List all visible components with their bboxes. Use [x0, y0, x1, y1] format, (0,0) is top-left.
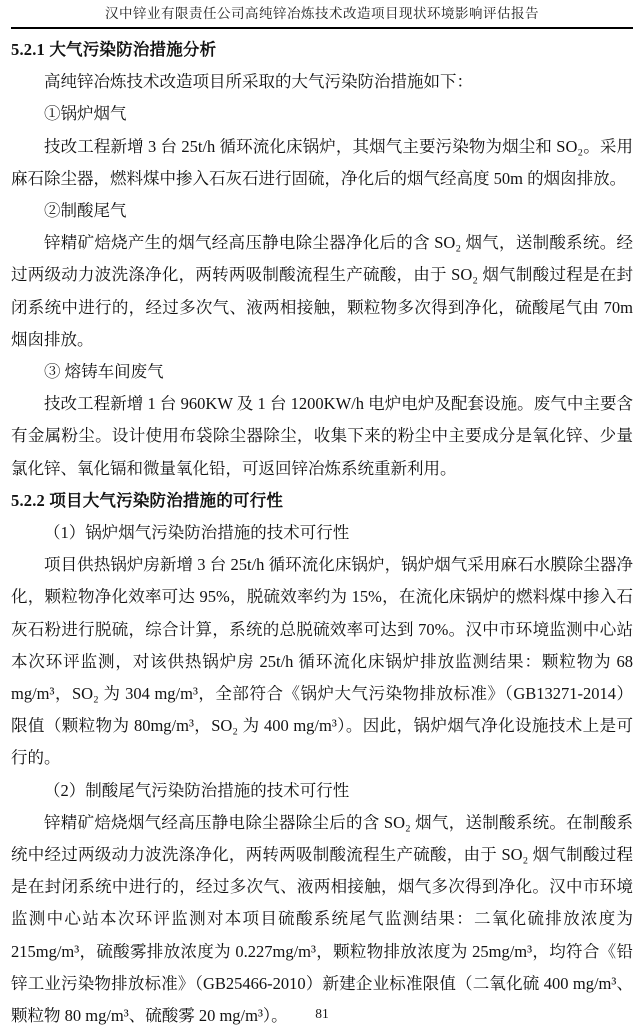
paragraph-acid-tail-gas: 锌精矿焙烧产生的烟气经高压静电除尘器净化后的含 SO₂ 烟气，送制酸系统。经过两级动力波洗涤净化，两转两吸制酸流程生产硫酸，由于 SO₂ 烟气制酸过程是在封闭系统中进行的，经过多次气、液两相接触，颗粒物多次得到净化，硫酸尾气由 70m 烟囱排放。 — [11, 233, 633, 349]
page-number: 81 — [315, 1006, 329, 1021]
document-body — [11, 29, 633, 1032]
section-heading-5-2-2: 5.2.2 项目大气污染防治措施的可行性 — [11, 490, 284, 510]
page-header — [11, 0, 633, 29]
paragraph-item-2-title: ②制酸尾气 — [44, 201, 127, 221]
paragraph-sub-1-title: （1）锅炉烟气污染防治措施的技术可行性 — [44, 523, 350, 543]
paragraph-boiler-feasibility: 项目供热锅炉房新增 3 台 25t/h 循环流化床锅炉，锅炉烟气采用麻石水膜除尘器净化，颗粒物净化效率可达 95%，脱硫效率约为 15%，在流化床锅炉的燃料煤中掺入石灰石粉进行脱硫，综合计算，系统的总脱硫效率可达到 70%。汉中市环境监测中心站本次环评监测，对该供热锅炉房 25t/h 循环流化床锅炉排放监测结果：颗粒物为 68 mg/m³，SO₂ 为 304 mg/m³，全部符合《锅炉大气污染物排放标准》（GB13271-2014）限值（颗粒物为 80mg/m³，SO₂ 为 400 mg/m³）。因此，锅炉烟气净化设施技术上是可行的。 — [11, 555, 633, 768]
paragraph-casting-waste-gas: 技改工程新增 1 台 960KW 及 1 台 1200KW/h 电炉电炉及配套设施。废气中主要含有金属粉尘。设计使用布袋除尘器除尘，收集下来的粉尘中主要成分是氧化锌、少量氯化锌、氧化镉和微量氧化铅，可返回锌冶炼系统重新利用。 — [11, 394, 633, 478]
paragraph-item-1-title: ①锅炉烟气 — [44, 104, 127, 124]
paragraph-sub-2-title: （2）制酸尾气污染防治措施的技术可行性 — [44, 780, 350, 800]
paragraph-intro: 高纯锌冶炼技术改造项目所采取的大气污染防治措施如下： — [44, 72, 473, 92]
running-header-title: 汉中锌业有限责任公司高纯锌冶炼技术改造项目现状环境影响评估报告 — [105, 6, 539, 21]
paragraph-acid-feasibility: 锌精矿焙烧烟气经高压静电除尘器除尘后的含 SO₂ 烟气，送制酸系统。在制酸系统中经过两级动力波洗涤净化，两转两吸制酸流程生产硫酸，由于 SO₂ 烟气制酸过程是在封闭系统中进行的，经过多次气、液两相接触，烟气多次得到净化。汉中市环境监测中心站本次环评监测对本项目硫酸系统尾气监测结果：二氧化硫排放浓度为 215mg/m³，硫酸雾排放浓度为 0.227mg/m³，颗粒物排放浓度为 25mg/m³，均符合《铅锌工业污染物排放标准》（GB25466-2010）新建企业标准限值（二氧化硫 400 mg/m³、颗粒物 80 mg/m³、硫酸雾 20 mg/m³）。 — [11, 812, 633, 1026]
page-footer — [0, 1006, 644, 1022]
paragraph-item-3-title: ③ 熔铸车间废气 — [44, 362, 164, 382]
paragraph-boiler-gas: 技改工程新增 3 台 25t/h 循环流化床锅炉，其烟气主要污染物为烟尘和 SO₂。采用麻石除尘器，燃料煤中掺入石灰石进行固硫，净化后的烟气经高度 50m 的烟囱排放。 — [11, 136, 633, 188]
section-heading-5-2-1: 5.2.1 大气污染防治措施分析 — [11, 40, 217, 59]
